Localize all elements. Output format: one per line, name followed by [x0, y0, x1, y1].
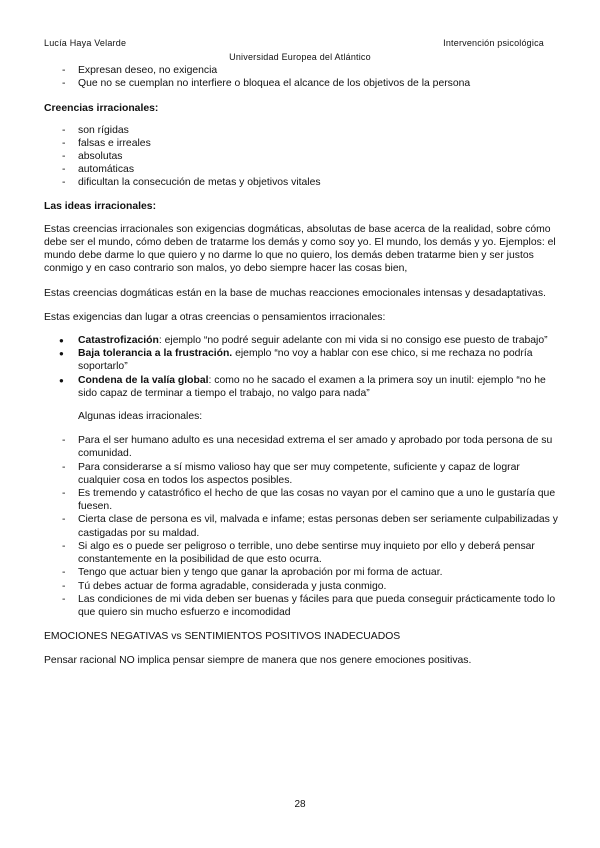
list-item: - absolutas — [44, 150, 560, 163]
bullet-item — [44, 347, 560, 373]
bullet-list — [44, 334, 560, 400]
top-dash-list — [44, 64, 560, 90]
list-item: - Para considerarse a sí mismo valioso hay que ser muy competente, suficiente y capaz de lograr cualquier cosa en todos los aspectos posibles. — [44, 461, 560, 487]
list-item: - Si algo es o puede ser peligroso o terrible, uno debe sentirse muy inquieto por ello y deberá pensar constantemente en la posibilidad de que esto ocurra. — [44, 540, 560, 566]
ideas-heading: Las ideas irracionales: — [44, 200, 157, 212]
header-author: Lucía Haya Velarde — [44, 38, 127, 48]
bullet-text: : ejemplo “no podré seguir adelante con mi vida si no consigo ese puesto de trabajo” — [158, 335, 548, 347]
list-item: - automáticas — [44, 163, 560, 176]
header-subject: Intervención psicológica — [443, 38, 544, 48]
ideas-paragraph-1: Estas creencias irracionales son exigencias dogmáticas, absolutas de base acerca de la realidad, sobre cómo debe ser el mundo, cómo deben de tratarme los demás y como soy yo. El mundo, los demás y yo. Ejemplos: el mundo debe darme lo que quiero y no darme lo que no quiero, los demás deben tratarme bien y ser justos conmigo y en caso contrario son malos, yo debo siempre hacer las cosas bien, — [44, 223, 556, 275]
list-item: - falsas e irreales — [44, 137, 560, 150]
creencias-list — [44, 124, 560, 190]
bullet-item — [44, 334, 560, 347]
list-item: - Es tremendo y catastrófico el hecho de que las cosas no vayan por el camino que a uno le gustaría que fuesen. — [44, 487, 560, 513]
list-item: - Tengo que actuar bien y tengo que ganar la aprobación por mi forma de actuar. — [44, 566, 560, 579]
bullet-text: : como no he sacado el examen a la primera soy un inutil: ejemplo “no he sido capaz de terminar a tiempo el trabajo, no valgo para nada” — [78, 374, 546, 399]
page-number: 28 — [294, 799, 306, 810]
list-item: - Las condiciones de mi vida deben ser buenas y fáciles para que pueda conseguir prácticamente todo lo que quiero sin mucho esfuerzo e incomodidad — [44, 593, 560, 619]
bullet-item — [44, 374, 560, 400]
algunas-list — [44, 434, 560, 619]
list-item: - dificultan la consecución de metas y objetivos vitales — [44, 176, 560, 189]
list-item: - Para el ser humano adulto es una necesidad extrema el ser amado y aprobado por toda persona de su comunidad. — [44, 434, 560, 460]
ideas-paragraph-3: Estas exigencias dan lugar a otras creencias o pensamientos irracionales: — [44, 311, 386, 323]
bullet-text: ejemplo “no voy a hablar con ese chico, si me rechaza no podría soportarlo” — [78, 348, 533, 373]
bullet-bold: Baja tolerancia a la frustración. — [78, 348, 233, 360]
emociones-heading: EMOCIONES NEGATIVAS vs SENTIMIENTOS POSITIVOS INADECUADOS — [44, 631, 401, 643]
list-item: - Que no se cuemplan no interfiere o bloquea el alcance de los objetivos de la persona — [44, 77, 560, 90]
list-item: - son rígidas — [44, 124, 560, 137]
header-university: Universidad Europea del Atlántico — [229, 52, 371, 62]
ideas-paragraph-2: Estas creencias dogmáticas están en la base de muchas reacciones emocionales intensas y desadaptativas. — [44, 287, 546, 299]
emociones-text: Pensar racional NO implica pensar siempre de manera que nos genere emociones positivas. — [44, 655, 472, 667]
bullet-bold: Condena de la valía global — [78, 374, 209, 386]
page-content — [44, 64, 560, 668]
algunas-label: Algunas ideas irracionales: — [78, 411, 203, 423]
list-item: - Cierta clase de persona es vil, malvada e infame; estas personas deben ser seriamente culpabilizadas y castigadas por su maldad. — [44, 513, 560, 539]
creencias-heading: Creencias irracionales: — [44, 103, 159, 115]
list-item: - Expresan deseo, no exigencia — [44, 64, 560, 77]
bullet-bold: Catastrofización — [78, 335, 159, 347]
list-item: - Tú debes actuar de forma agradable, considerada y justa conmigo. — [44, 580, 560, 593]
